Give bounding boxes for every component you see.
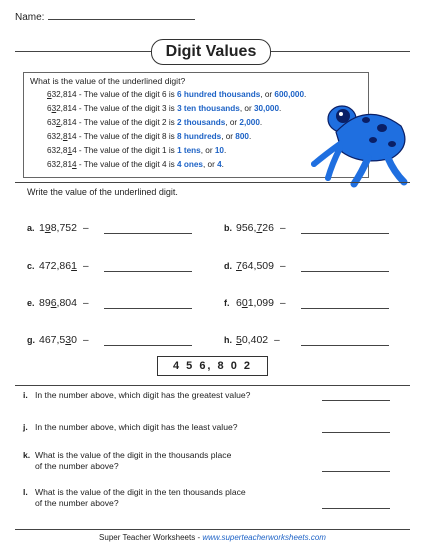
example-joiner: , or	[239, 104, 254, 113]
answer-blank[interactable]	[301, 308, 389, 309]
underlined-digit: 4	[72, 160, 77, 169]
example-number-post: 2,814	[56, 104, 77, 113]
underlined-digit: 6	[50, 297, 57, 309]
question-item	[27, 260, 89, 272]
example-answer-number: 600,000	[274, 90, 305, 99]
example-text: - The value of the digit 2 is	[76, 118, 178, 127]
answer-blank[interactable]	[322, 471, 390, 472]
example-answer-number: 30,000	[253, 104, 279, 113]
dash: –	[279, 298, 286, 309]
footer-rule	[15, 529, 410, 530]
question-item	[224, 334, 280, 346]
question-line-1: In the number above, which digit has the greatest value?	[35, 390, 251, 400]
example-number-pre: 63	[47, 118, 57, 127]
example-text: - The value of the digit 4 is	[76, 160, 178, 169]
question-letter: i.	[23, 390, 28, 400]
example-line	[47, 160, 224, 169]
number-pre: 956,	[236, 222, 257, 234]
word-rule	[15, 385, 410, 386]
question-letter: g.	[27, 335, 35, 345]
example-answer-number: 10	[214, 146, 224, 155]
example-answer-number: 4	[217, 160, 222, 169]
number-post: 26	[262, 222, 274, 234]
number-post: 0	[71, 334, 77, 346]
dash: –	[82, 261, 89, 272]
answer-blank[interactable]	[301, 345, 389, 346]
question-letter: f.	[224, 298, 230, 308]
question-item	[224, 297, 286, 309]
example-answer-words: 4 ones	[177, 160, 203, 169]
underlined-digit: 7	[236, 260, 242, 272]
example-line	[47, 104, 281, 113]
answer-blank[interactable]	[301, 233, 389, 234]
dash: –	[279, 223, 286, 234]
question-item	[224, 222, 286, 234]
question-item	[224, 260, 286, 272]
question-line-1: In the number above, which digit has the least value?	[35, 422, 238, 432]
name-field[interactable]	[48, 19, 195, 20]
question-number	[236, 260, 274, 272]
featured-number: 4 5 6, 8 0 2	[157, 356, 268, 376]
number-post: 0,402	[241, 334, 269, 346]
question-letter: c.	[27, 261, 35, 271]
answer-blank[interactable]	[322, 508, 390, 509]
example-number-post: ,814	[60, 118, 77, 127]
number-post: 64,509	[241, 260, 274, 272]
example-period: .	[279, 104, 282, 113]
question-line-2: of the number above?	[35, 461, 119, 471]
example-number-pre: 632,81	[47, 160, 73, 169]
footer	[0, 533, 425, 542]
answer-blank[interactable]	[104, 345, 192, 346]
example-answer-words: 1 tens	[177, 146, 201, 155]
underlined-digit: 1	[67, 146, 73, 155]
instructions: Write the value of the underlined digit.	[27, 187, 178, 197]
answer-blank[interactable]	[104, 308, 192, 309]
example-line	[47, 118, 262, 127]
question-item	[27, 222, 89, 234]
example-answer-number: 800	[235, 132, 249, 141]
example-joiner: , or	[260, 90, 275, 99]
example-prompt: What is the value of the underlined digit?	[30, 76, 186, 86]
word-question	[23, 487, 246, 509]
section-rule	[15, 182, 410, 183]
example-period: .	[259, 118, 263, 127]
answer-blank[interactable]	[322, 400, 390, 401]
underlined-digit: 3	[65, 334, 72, 346]
answer-blank[interactable]	[322, 432, 390, 433]
question-number	[39, 260, 77, 272]
example-answer-words: 2 thousands	[177, 118, 226, 127]
underlined-digit: 3	[51, 104, 57, 113]
question-line-2: of the number above?	[35, 498, 119, 508]
question-text	[35, 450, 231, 472]
answer-blank[interactable]	[301, 271, 389, 272]
example-number-post: 4	[72, 146, 77, 155]
example-answer-words: 3 ten thousands	[177, 104, 240, 113]
number-pre: 472,86	[39, 260, 72, 272]
example-answer-number: 2,000	[239, 118, 260, 127]
question-number	[236, 222, 274, 234]
question-letter: j.	[23, 422, 28, 432]
question-number	[236, 297, 274, 309]
question-text	[35, 422, 238, 433]
example-text: - The value of the digit 6 is	[76, 90, 178, 99]
underlined-digit: 9	[44, 222, 51, 234]
example-text: - The value of the digit 8 is	[76, 132, 178, 141]
example-period: .	[223, 146, 227, 155]
word-question	[23, 390, 250, 401]
number-post: 1,099	[247, 297, 274, 309]
underlined-digit: 7	[256, 222, 263, 234]
answer-blank[interactable]	[104, 233, 192, 234]
example-period: .	[304, 90, 307, 99]
question-letter: l.	[23, 487, 28, 497]
question-letter: a.	[27, 223, 35, 233]
dash: –	[274, 335, 280, 346]
question-line-1: What is the value of the digit in the ten thousands place	[35, 487, 246, 497]
number-post: ,804	[56, 297, 77, 309]
example-number-post: 14	[67, 132, 77, 141]
question-line-1: What is the value of the digit in the thousands place	[35, 450, 232, 460]
number-post: 8,752	[50, 222, 77, 234]
example-line	[47, 146, 226, 155]
underlined-digit: 6	[47, 90, 52, 99]
example-answer-words: 8 hundreds	[177, 132, 222, 141]
example-number-post: 32,814	[51, 90, 77, 99]
example-number-pre: 632,8	[47, 146, 68, 155]
example-joiner: , or	[225, 118, 240, 127]
number-pre: 467,5	[39, 334, 66, 346]
example-line	[47, 132, 251, 141]
name-label: Name:	[15, 12, 45, 23]
question-letter: e.	[27, 298, 35, 308]
answer-blank[interactable]	[104, 271, 192, 272]
example-number-pre: 632,	[47, 132, 63, 141]
underlined-digit: 2	[56, 118, 61, 127]
page-title: Digit Values	[151, 39, 271, 65]
underlined-digit: 1	[71, 260, 77, 272]
example-period: .	[221, 160, 224, 169]
example-joiner: , or	[203, 160, 218, 169]
example-line	[47, 90, 306, 99]
question-number	[39, 334, 77, 346]
example-answer-words: 6 hundred thousands	[177, 90, 261, 99]
question-number	[236, 334, 268, 346]
number-pre: 6	[236, 297, 242, 309]
question-letter: h.	[224, 335, 232, 345]
example-text: - The value of the digit 1 is	[76, 146, 178, 155]
dash: –	[82, 298, 89, 309]
word-question	[23, 450, 231, 472]
dash: –	[279, 261, 286, 272]
question-number	[39, 222, 77, 234]
question-letter: k.	[23, 450, 31, 460]
underlined-digit: 8	[62, 132, 68, 141]
example-joiner: , or	[221, 132, 236, 141]
question-text	[35, 390, 250, 401]
frog-illustration	[306, 92, 416, 192]
example-number-pre: 6	[47, 104, 52, 113]
question-letter: b.	[224, 223, 232, 233]
question-text	[35, 487, 246, 509]
footer-brand: Super Teacher Worksheets -	[99, 533, 203, 542]
word-question	[23, 422, 238, 433]
example-joiner: , or	[200, 146, 215, 155]
dash: –	[82, 335, 89, 346]
question-letter: d.	[224, 261, 232, 271]
question-item	[27, 334, 89, 346]
underlined-digit: 5	[236, 334, 242, 346]
example-text: - The value of the digit 3 is	[76, 104, 178, 113]
footer-site[interactable]: www.superteacherworksheets.com	[202, 533, 326, 542]
number-pre: 89	[39, 297, 51, 309]
question-item	[27, 297, 89, 309]
number-pre: 1	[39, 222, 45, 234]
underlined-digit: 0	[241, 297, 248, 309]
example-period: .	[248, 132, 252, 141]
question-number	[39, 297, 77, 309]
dash: –	[82, 223, 89, 234]
